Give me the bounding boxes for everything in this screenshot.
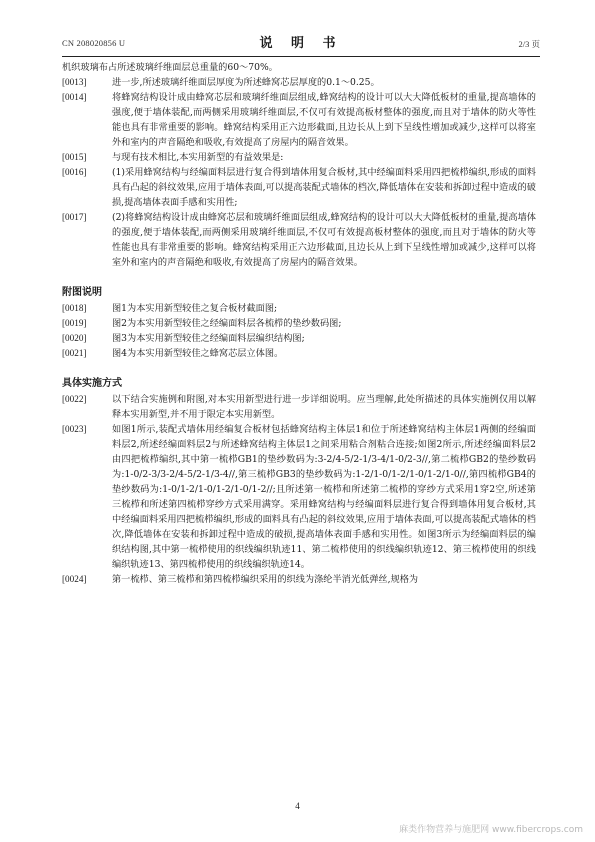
document-title: 说 明 书 (259, 36, 343, 51)
section-heading-figures: 附图说明 (62, 287, 102, 298)
paragraph-text: (2)将蜂窝结构设计成由蜂窝芯层和玻璃纤维面层组成,蜂窝结构的设计可以大大降低板材的重量,提高墙体的强度,便于墙体装配,而两侧采用玻璃纤维面层,不仅可有效提高板材整体的强度,而且对于墙体的防火等性能也具有非常重要的影响。蜂窝结构采用正六边形截面,且边长从上到下呈线性增加或减少,这样可以将室外和室内的声音隔绝和吸收,有效提高了房屋内的隔音效果。 (112, 212, 536, 268)
paragraph-text: 进一步,所述玻璃纤维面层厚度为所述蜂窝芯层厚度的0.1～0.25。 (112, 77, 380, 88)
paragraph-number: [0018] (62, 303, 87, 313)
paragraph-text: 将蜂窝结构设计成由蜂窝芯层和玻璃纤维面层组成,蜂窝结构的设计可以大大降低板材的重量,提高墙体的强度,便于墙体装配,而两侧采用玻璃纤维面层,不仅可有效提高板材整体的强度,而且对于墙体的防火等性能也具有非常重要的影响。蜂窝结构采用正六边形截面,且边长从上到下呈线性增加或减少,这样可以将室外和室内的声音隔绝和吸收,有效提高了房屋内的隔音效果。 (112, 92, 536, 148)
paragraph-0022 (62, 392, 536, 422)
paragraph-0018 (62, 301, 536, 316)
paragraph-0020 (62, 331, 536, 346)
paragraph-number: [0020] (62, 333, 87, 343)
paragraph-text: 第一梳栉、第三梳栉和第四梳栉编织采用的织线为涤纶半消光低弹丝,规格为 (112, 574, 419, 585)
paragraph-0023 (62, 422, 536, 572)
publication-number: CN 208020856 U (62, 38, 126, 48)
paragraph-number: [0023] (62, 424, 87, 434)
paragraph-text: 以下结合实施例和附图,对本实用新型进行进一步详细说明。应当理解,此处所描述的具体实施例仅用以解释本实用新型,并不用于限定本实用新型。 (112, 394, 536, 420)
document-body (62, 60, 536, 587)
paragraph-0017 (62, 210, 536, 270)
paragraph-text: 如图1所示,装配式墙体用经编复合板材包括蜂窝结构主体层1和位于所述蜂窝结构主体层1两侧的经编面料层2,所述经编面料层2与所述蜂窝结构主体层1之间采用粘合剂粘合连接;如图2所示,所述经编面料层2由四把梳栉编织,其中第一梳栉GB1的垫纱数码为:3-2/4-5/2-1/3-4/1-0/2-3//,第二梳栉GB2的垫纱数码为:1-0/2-3/3-2/4-5/2-1/3-4//,第三梳栉GB3的垫纱数码为:1-2/1-0/1-2/1-0/1-2/1-0//,第四梳栉GB4的垫纱数码为:1-0/1-2/1-0/1-2/1-0/1-2//;且所述第一梳栉和所述第二梳栉的穿纱方式采用1穿2空,所述第三梳栉和所述第四梳栉穿纱方式采用满穿。采用蜂窝结构与经编面料层进行复合得到墙体用复合板材,其中经编面料采用四把梳栉编织,形成的面料具有凸起的斜纹效果,应用于墙体表面,可以提高装配式墙体的档次,降低墙体在安装和拆卸过程中造成的破损,提高墙体表面手感和实用性。如图3所示为经编面料层的编织结构图,其中第一梳栉使用的织线编织轨迹11、第二梳栉使用的织线编织轨迹12、第三梳栉使用的织线编织轨迹13、第四梳栉使用的织线编织轨迹14。 (112, 424, 536, 570)
paragraph-0015 (62, 150, 536, 165)
header-rule (62, 56, 540, 57)
paragraph-0014 (62, 90, 536, 150)
paragraph-text: 图4为本实用新型较佳之蜂窝芯层立体图。 (112, 348, 284, 359)
paragraph-text: (1)采用蜂窝结构与经编面料层进行复合得到墙体用复合板材,其中经编面料采用四把梳栉编织,形成的面料具有凸起的斜纹效果,应用于墙体表面,可以提高装配式墙体的档次,降低墙体在安装和拆卸过程中造成的破损,提高墙体表面手感和实用性; (112, 167, 536, 208)
paragraph-number: [0021] (62, 348, 87, 358)
paragraph-0019 (62, 316, 536, 331)
continued-text: 机织玻璃布占所述玻璃纤维面层总重量的60～70%。 (62, 62, 278, 73)
paragraph-0024 (62, 572, 536, 587)
paragraph-number: [0022] (62, 394, 87, 404)
paragraph-0016 (62, 165, 536, 210)
paragraph-number: [0019] (62, 318, 87, 328)
page-number: 4 (295, 801, 300, 811)
paragraph-number: [0017] (62, 212, 87, 222)
paragraph-number: [0016] (62, 167, 87, 177)
paragraph-text: 图3为本实用新型较佳之经编面料层编织结构图; (112, 333, 305, 344)
paragraph-number: [0024] (62, 574, 87, 584)
site-watermark: 麻类作物营养与施肥网 www.fibercrops.com (399, 825, 583, 835)
paragraph-number: [0014] (62, 92, 87, 102)
page-header (62, 30, 540, 54)
paragraph-text: 图2为本实用新型较佳之经编面料层各梳栉的垫纱数码图; (112, 318, 342, 329)
paragraph-number: [0015] (62, 152, 87, 162)
section-heading-embodiments: 具体实施方式 (62, 378, 122, 389)
paragraph-0021 (62, 346, 536, 361)
paragraph-number: [0013] (62, 77, 87, 87)
page-ratio: 2/3 页 (518, 39, 540, 49)
paragraph-text: 与现有技术相比,本实用新型的有益效果是: (112, 152, 284, 163)
paragraph-text: 图1为本实用新型较佳之复合板材截面图; (112, 303, 278, 314)
paragraph-0013 (62, 75, 536, 90)
